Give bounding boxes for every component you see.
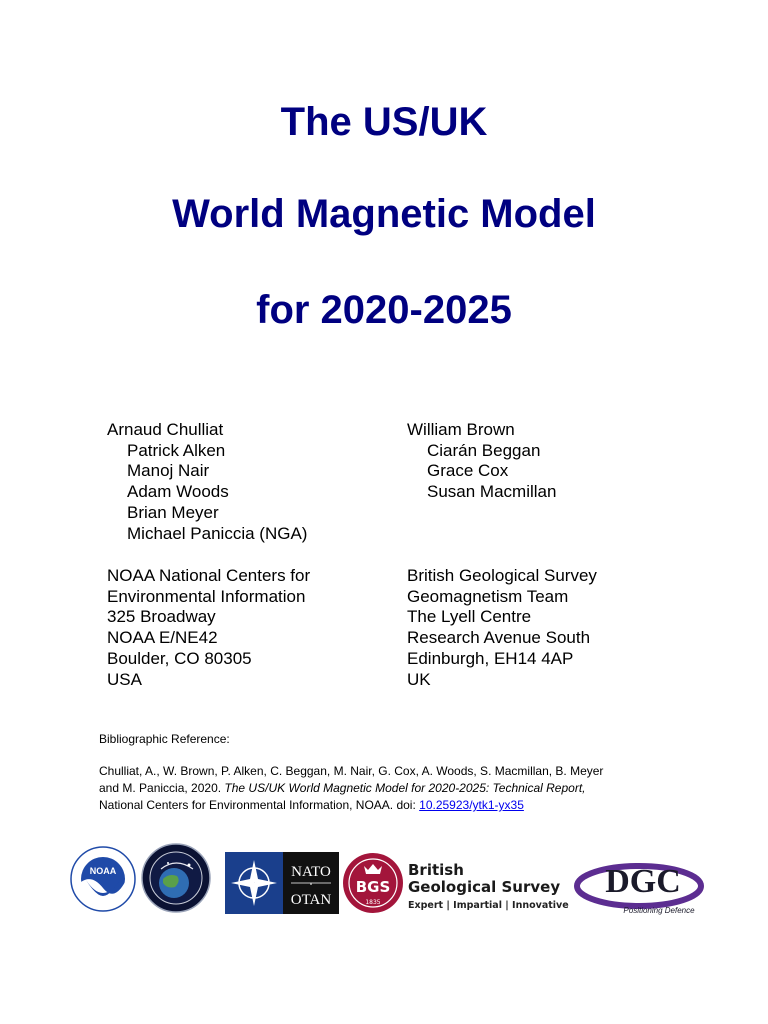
nato-text: NATO [291, 864, 331, 880]
author-name: Michael Paniccia (NGA) [127, 523, 308, 543]
address-noaa [107, 566, 310, 690]
address-line: NOAA E/NE42 [107, 628, 218, 648]
title-line-3: for 2020-2025 [256, 288, 512, 332]
dgc-tagline: Positioning Defence [623, 906, 695, 915]
address-line: UK [407, 669, 431, 689]
author-name: Susan Macmillan [427, 482, 557, 502]
bgs-seal-text: BGS [355, 878, 391, 896]
address-line: The Lyell Centre [407, 607, 532, 627]
doi-link[interactable]: 10.25923/ytk1-yx35 [419, 798, 524, 812]
citation-publisher: National Centers for Environmental Information, NOAA. doi: [99, 798, 420, 812]
author-name: Manoj Nair [127, 461, 210, 481]
nga-seal-logo [141, 843, 211, 913]
citation-title: The US/UK World Magnetic Model for 2020-2025: Technical Report, [224, 781, 586, 795]
address-line: NOAA National Centers for [107, 566, 311, 585]
address-bgs [407, 566, 597, 690]
bgs-seal-logo [342, 852, 404, 914]
dgc-text: DGC [605, 863, 681, 900]
bgs-seal-year: 1835 [365, 899, 381, 906]
authors-noaa [107, 420, 307, 544]
address-line: USA [107, 669, 142, 689]
dgc-logo [573, 850, 705, 918]
address-line: Environmental Information [107, 586, 306, 606]
address-line: Edinburgh, EH14 4AP [407, 648, 574, 668]
address-line: Boulder, CO 80305 [107, 648, 252, 668]
nato-otan-logo [225, 852, 339, 914]
author-name: William Brown [407, 420, 515, 439]
bgs-name-line-1: British [408, 861, 464, 879]
noaa-logo-text: NOAA [89, 866, 117, 876]
author-name: Arnaud Chulliat [107, 420, 224, 439]
title-line-2: World Magnetic Model [172, 192, 596, 236]
logo-strip [0, 838, 768, 923]
author-name: Adam Woods [127, 482, 229, 502]
title-line-1: The US/UK [280, 100, 488, 144]
author-name: Patrick Alken [127, 440, 226, 460]
bgs-name-line-2: Geological Survey [408, 878, 561, 896]
author-name: Brian Meyer [127, 502, 219, 522]
address-line: 325 Broadway [107, 607, 216, 627]
author-name: Ciarán Beggan [427, 440, 541, 460]
author-name: Grace Cox [427, 461, 509, 481]
citation-authors: Chulliat, A., W. Brown, P. Alken, C. Beggan, M. Nair, G. Cox, A. Woods, S. Macmillan, B. Meyer and M. Paniccia, 2020. [99, 764, 604, 795]
address-line: Geomagnetism Team [407, 586, 569, 606]
authors-bgs [407, 420, 556, 503]
otan-text: OTAN [290, 892, 332, 908]
bgs-tagline: Expert | Impartial | Innovative [408, 900, 569, 911]
bgs-wordmark [408, 862, 578, 914]
noaa-logo [70, 846, 136, 912]
bibliographic-citation [99, 763, 619, 814]
address-line: Research Avenue South [407, 628, 591, 648]
address-line: British Geological Survey [407, 566, 597, 585]
bibliographic-reference-label: Bibliographic Reference: [99, 732, 230, 746]
